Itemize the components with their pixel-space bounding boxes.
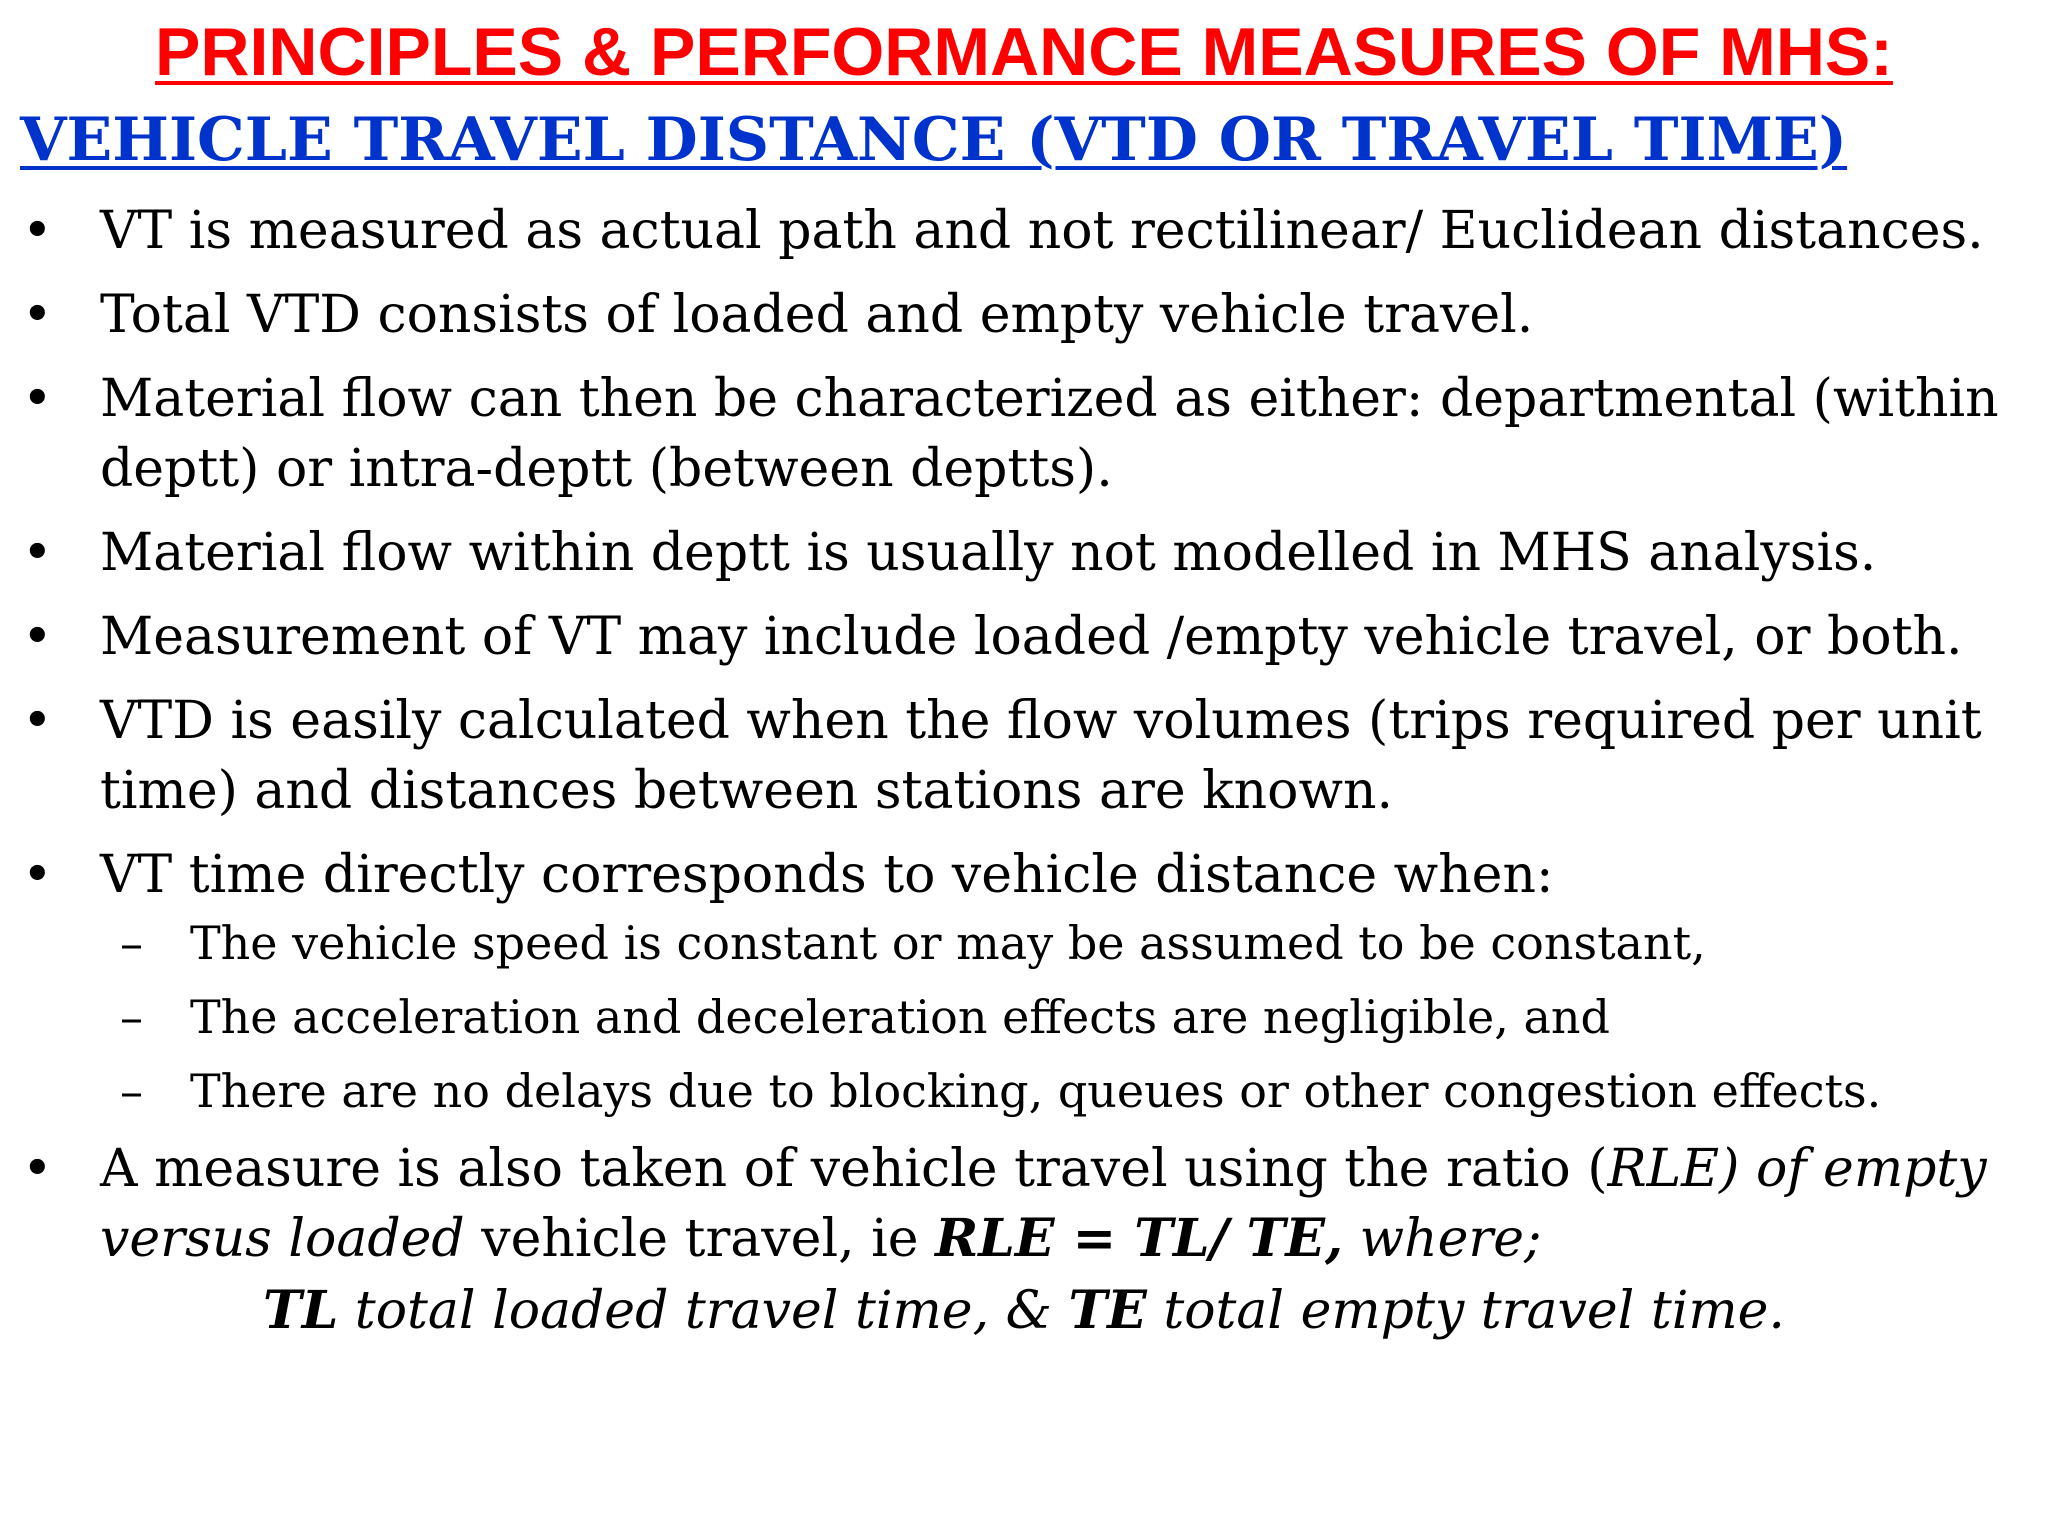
bullet-text: Material flow can then be characterized as either: departmental (within deptt) or intra-deptt (between deptts).	[100, 369, 1999, 499]
bullet-item	[0, 280, 2048, 350]
bullet-item	[0, 196, 2048, 266]
bullet-text: Measurement of VT may include loaded /empty vehicle travel, or both.	[100, 607, 1963, 667]
bullet-item	[0, 602, 2048, 672]
tl-definition: total loaded travel time, &	[338, 1281, 1069, 1341]
bullet-item	[0, 518, 2048, 588]
bullet-item	[0, 364, 2048, 504]
ratio-text-italic: RLE) of empty versus loaded	[100, 1139, 1987, 1269]
bullet-dot: •	[22, 845, 53, 905]
bullet-dot: •	[22, 1139, 53, 1199]
sub-bullet-text: The acceleration and deceleration effects are negligible, and	[190, 990, 1610, 1044]
sub-bullet-item	[0, 980, 2048, 1054]
sub-bullet-item	[0, 906, 2048, 980]
bullet-list	[0, 196, 2048, 1348]
slide-title	[0, 14, 2048, 90]
bullet-dot: •	[22, 691, 53, 751]
slide-subtitle: VEHICLE TRAVEL DISTANCE (VTD OR TRAVEL TIME)	[20, 105, 1848, 175]
slide-title-text: PRINCIPLES & PERFORMANCE MEASURES OF MHS:	[155, 14, 1893, 90]
ratio-formula: RLE = TL/ TE,	[935, 1208, 1344, 1269]
bullet-text: VTD is easily calculated when the flow volumes (trips required per unit time) and distances between stations are known.	[100, 691, 1982, 821]
bullet-item-ratio	[0, 1134, 2048, 1274]
bullet-dot: •	[22, 369, 53, 429]
bullet-item	[0, 840, 2048, 910]
definition-line	[0, 1274, 2048, 1348]
sub-bullet-text: There are no delays due to blocking, queues or other congestion effects.	[190, 1064, 1882, 1118]
sub-bullet-dash: –	[120, 1064, 143, 1118]
ratio-text-where: where;	[1343, 1209, 1542, 1269]
sub-bullet-item	[0, 1054, 2048, 1128]
bullet-text: Material flow within deptt is usually not modelled in MHS analysis.	[100, 523, 1877, 583]
bullet-dot: •	[22, 285, 53, 345]
bullet-dot: •	[22, 607, 53, 667]
bullet-dot: •	[22, 523, 53, 583]
sub-bullet-text: The vehicle speed is constant or may be assumed to be constant,	[190, 916, 1706, 970]
bullet-text: VT time directly corresponds to vehicle distance when:	[100, 845, 1554, 905]
sub-bullet-dash: –	[120, 990, 143, 1044]
bullet-dot: •	[22, 201, 53, 261]
te-label: TE	[1068, 1280, 1147, 1341]
sub-bullet-dash: –	[120, 916, 143, 970]
bullet-item	[0, 686, 2048, 826]
sub-bullet-list	[0, 906, 2048, 1128]
ratio-text-part1: A measure is also taken of vehicle travel using the ratio (	[100, 1139, 1608, 1199]
bullet-text: VT is measured as actual path and not rectilinear/ Euclidean distances.	[100, 201, 1984, 261]
tl-label: TL	[263, 1280, 339, 1341]
bullet-text: Total VTD consists of loaded and empty vehicle travel.	[100, 285, 1534, 345]
ratio-text-part3: vehicle travel, ie	[464, 1209, 936, 1269]
te-definition: total empty travel time.	[1146, 1281, 1785, 1341]
